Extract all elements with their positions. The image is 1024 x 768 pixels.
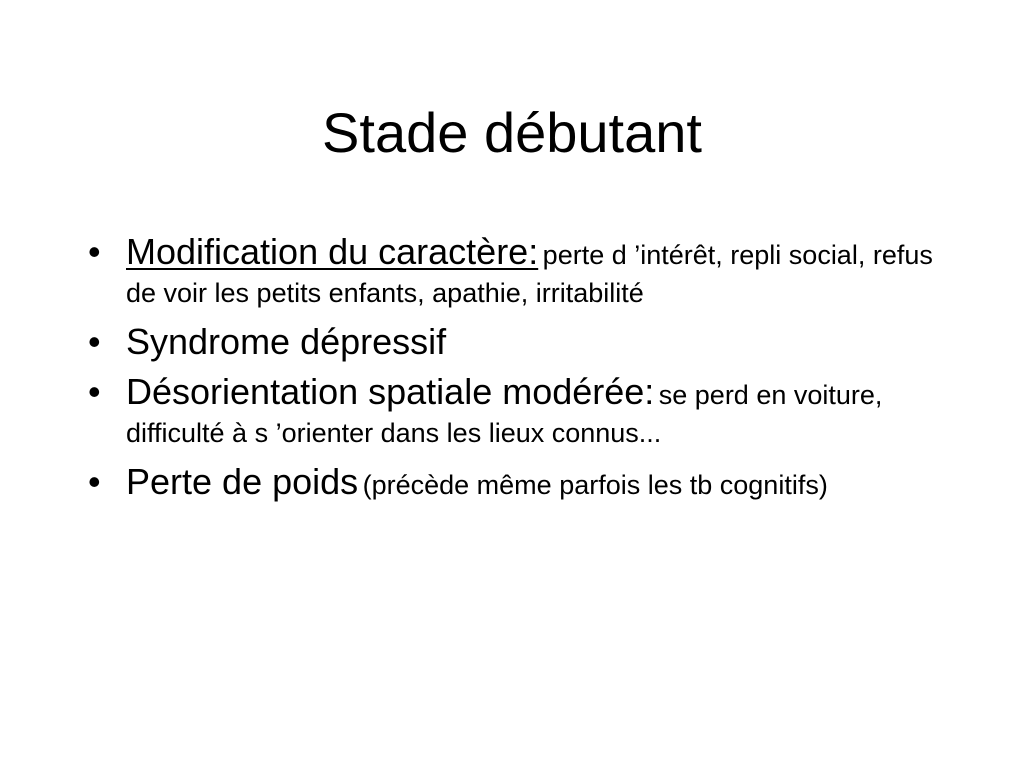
bullet-lead: Modification du caractère: [126,231,539,272]
bullet-point-icon: • [88,231,101,272]
bullet-item-modification [84,232,944,312]
bullet-text [126,462,944,504]
bullet-text [126,232,944,312]
bullet-item-syndrome [84,322,944,362]
bullet-lead: Perte de poids [126,461,359,502]
bullet-list [84,232,944,514]
bullet-text [126,372,944,452]
bullet-text [126,322,944,362]
bullet-point-icon: • [88,461,101,502]
bullet-lead: Syndrome dépressif [126,321,447,362]
slide-title: Stade débutant [322,101,702,164]
bullet-detail: perte d ’intérêt, repli social, refus de voir les petits enfants, apathie, irritabilité [126,240,933,308]
bullet-item-desorientation [84,372,944,452]
bullet-point-icon: • [88,371,101,412]
bullet-detail: (précède même parfois les tb cognitifs) [362,470,828,500]
bullet-lead: Désorientation spatiale modérée: [126,371,655,412]
bullet-point-icon: • [88,321,101,362]
bullet-detail: se perd en voiture, difficulté à s ’orienter dans les lieux connus... [126,380,883,448]
bullet-item-poids [84,462,944,504]
